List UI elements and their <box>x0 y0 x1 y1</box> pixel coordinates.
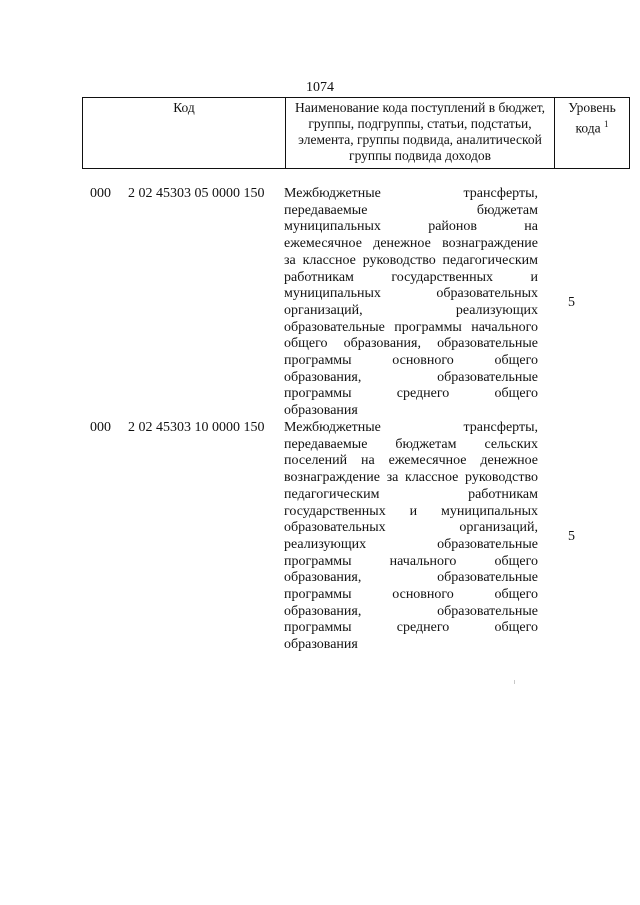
name-line: образовательных организаций, <box>284 520 538 536</box>
name-line: Межбюджетные трансферты, <box>284 420 538 435</box>
name-line: образования, образовательные <box>284 570 538 586</box>
name-line: передаваемые бюджетам сельских <box>284 436 538 452</box>
name-line: программы основного общего <box>284 587 538 603</box>
name-line: образовательные программы начального <box>284 319 538 335</box>
name-line: образования, образовательные <box>284 369 538 385</box>
name-line: за классное руководство педагогическим <box>284 252 538 268</box>
name-line: педагогическим работникам <box>284 486 538 502</box>
name-line: образования <box>284 637 358 653</box>
name-line: муниципальных образовательных <box>284 286 538 302</box>
name-line: Межбюджетные трансферты, <box>284 186 538 201</box>
header-row <box>83 98 630 169</box>
revenue-name <box>284 420 538 654</box>
header-level-footnote: 1 <box>603 119 609 129</box>
name-line: организаций, реализующих <box>284 302 538 318</box>
scan-mark <box>514 680 515 684</box>
header-level <box>555 98 630 169</box>
name-line: образования, образовательные <box>284 603 538 619</box>
name-line: образования <box>284 403 358 419</box>
name-line: работникам государственных и <box>284 269 538 285</box>
page-number: 1074 <box>306 80 334 95</box>
header-code: Код <box>83 98 286 169</box>
name-line: программы начального общего <box>284 553 538 569</box>
name-line: программы среднего общего <box>284 386 538 402</box>
codes-table-header <box>82 97 630 169</box>
name-line: муниципальных районов на <box>284 219 538 235</box>
revenue-name <box>284 186 538 420</box>
name-line: программы среднего общего <box>284 620 538 636</box>
revenue-code: 2 02 45303 10 0000 150 <box>128 420 265 435</box>
code-level: 5 <box>568 529 575 544</box>
header-level-label: Уровень кода <box>568 100 616 136</box>
table-row <box>82 186 608 420</box>
revenue-code: 2 02 45303 05 0000 150 <box>128 186 265 201</box>
table-row <box>82 420 608 654</box>
header-name: Наименование кода поступлений в бюджет, группы, подгруппы, статьи, подстатьи, элемента, группы подвида, аналитической группы подвида доходов <box>286 98 555 169</box>
name-line: государственных и муниципальных <box>284 503 538 519</box>
admin-code: 000 <box>90 186 111 201</box>
name-line: программы основного общего <box>284 353 538 369</box>
code-level: 5 <box>568 295 575 310</box>
name-line: общего образования, образовательные <box>284 336 538 352</box>
name-line: передаваемые бюджетам <box>284 202 538 218</box>
name-line: ежемесячное денежное вознаграждение <box>284 236 538 252</box>
admin-code: 000 <box>90 420 111 435</box>
name-line: вознаграждение за классное руководство <box>284 470 538 486</box>
name-line: поселений на ежемесячное денежное <box>284 453 538 469</box>
name-line: реализующих образовательные <box>284 536 538 552</box>
